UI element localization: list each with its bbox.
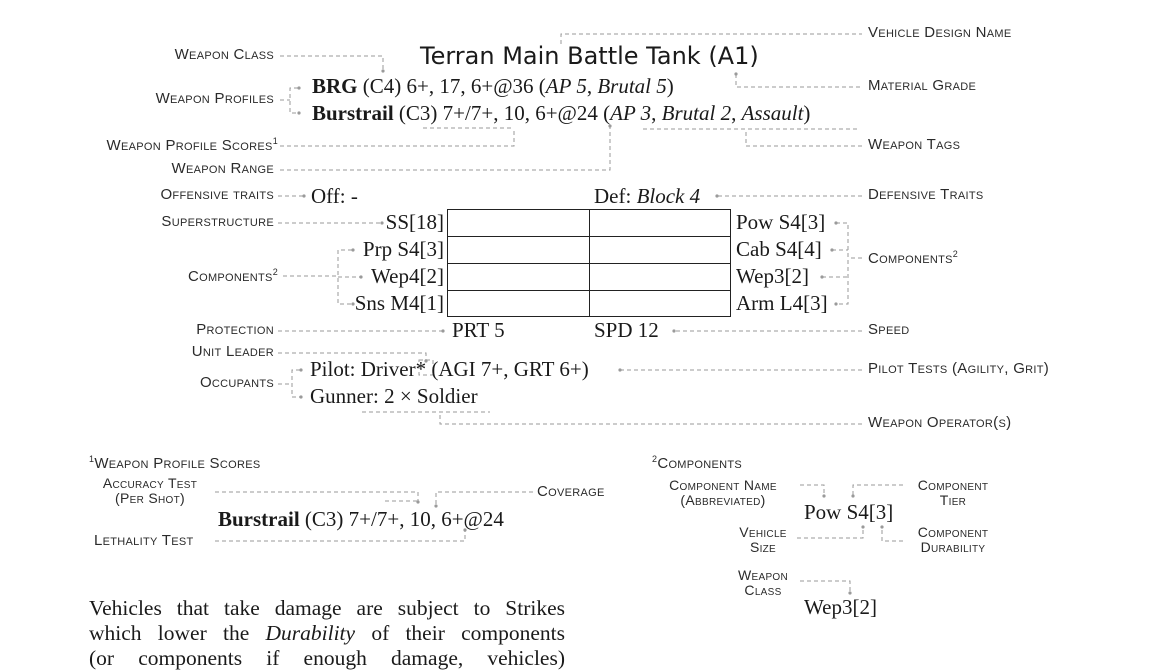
paren: ( — [538, 74, 546, 98]
weapon-name: Burstrail — [312, 101, 394, 125]
weapon-scores: 7+/7+, 10, 6+@24 — [442, 101, 598, 125]
label-line: Weapon — [737, 567, 789, 583]
label-weapon-range: Weapon Range — [171, 160, 274, 177]
pilot-role: Pilot: Driver — [310, 357, 416, 381]
weapon-name: BRG — [312, 74, 358, 98]
label-weapon-profile-scores — [107, 136, 278, 154]
footnote1-example — [218, 507, 504, 532]
emphasis: Durability — [265, 621, 356, 645]
weapon-profile-1 — [312, 74, 674, 99]
comma: , — [731, 101, 737, 125]
footnote1-heading — [89, 454, 260, 472]
label-line: Class — [744, 582, 782, 598]
label-line: Component — [917, 477, 989, 493]
speed-value: SPD 12 — [594, 318, 659, 342]
footnote-marker: 2 — [952, 249, 959, 259]
label-text: Components — [187, 268, 273, 285]
label-coverage: Coverage — [537, 483, 605, 500]
label-text: Weapon Profile Scores — [106, 137, 273, 154]
pilot-line — [310, 357, 589, 382]
label-weapon-class-fn — [727, 568, 799, 598]
label-lethality-test: Lethality Test — [94, 532, 194, 549]
label-material-grade: Material Grade — [868, 77, 977, 94]
label-component-durability — [903, 525, 1003, 555]
weapon-scores: 6+, 17, 6+@36 — [406, 74, 534, 98]
paragraph-line — [89, 621, 565, 646]
def-prefix: Def: — [594, 184, 632, 208]
comma: , — [586, 74, 593, 98]
label-offensive-traits: Offensive traits — [160, 186, 274, 203]
footnote-marker: 1 — [272, 136, 278, 146]
weapon-class: (C4) — [362, 74, 402, 98]
label-line: Vehicle — [739, 524, 787, 540]
footnote-marker: 1 — [89, 454, 95, 464]
gunner-count: 2 — [384, 384, 395, 408]
component-grid — [447, 209, 731, 317]
component-right: Pow S4[3] — [736, 210, 826, 234]
text-span: which lower the — [89, 621, 266, 645]
component-left: Prp S4[3] — [362, 237, 444, 261]
paren: ) — [803, 101, 811, 125]
weapon-profile-2 — [312, 101, 810, 126]
footnote2-heading — [652, 454, 742, 472]
label-defensive-traits: Defensive Traits — [868, 186, 984, 203]
paragraph-line: Vehicles that take damage are subject to Strikes — [89, 596, 565, 620]
superstructure-value: SS[18] — [385, 210, 444, 234]
comma: , — [651, 101, 657, 125]
pilot-tests: (AGI 7+, GRT 6+) — [431, 357, 589, 381]
label-line: Component Name — [669, 477, 777, 493]
label-superstructure: Superstructure — [161, 213, 274, 230]
component-right: Wep3[2] — [736, 264, 809, 288]
heading-text: Components — [657, 455, 743, 472]
label-weapon-class: Weapon Class — [174, 46, 274, 63]
footnote2-example: Pow S4[3] — [804, 500, 894, 524]
footnote-marker: 2 — [272, 267, 278, 277]
label-vehicle-design-name: Vehicle Design Name — [868, 24, 1012, 41]
weapon-tag: AP 3 — [610, 101, 652, 125]
paragraph-line: (or components if enough damage, vehicles) — [89, 646, 565, 670]
label-line: Component — [917, 524, 989, 540]
component-right: Cab S4[4] — [736, 237, 822, 261]
label-accuracy-test — [89, 476, 211, 506]
label-pilot-tests: Pilot Tests (Agility, Grit) — [868, 360, 1050, 377]
label-line: Tier — [939, 492, 967, 508]
text-span: of their components — [355, 621, 565, 645]
weapon-name: Burstrail — [218, 507, 300, 531]
offensive-traits-value: Off: - — [311, 184, 358, 208]
body-paragraph — [89, 596, 565, 671]
component-right: Arm L4[3] — [736, 291, 828, 315]
component-left: Sns M4[1] — [354, 291, 444, 315]
label-vehicle-size — [727, 525, 799, 555]
label-weapon-profiles: Weapon Profiles — [155, 90, 274, 107]
label-line: Durability — [920, 539, 986, 555]
label-components-left — [188, 267, 278, 285]
weapon-class: (C3) — [304, 507, 344, 531]
weapon-tag: Brutal 5 — [597, 74, 667, 98]
grid-divider — [448, 236, 730, 237]
defensive-traits-value — [594, 184, 700, 209]
weapon-class: (C3) — [398, 101, 438, 125]
footnote-marker: 2 — [652, 454, 658, 464]
protection-value: PRT 5 — [452, 318, 505, 342]
vehicle-title: Terran Main Battle Tank (A1) — [420, 42, 759, 70]
label-weapon-tags: Weapon Tags — [868, 136, 961, 153]
label-unit-leader: Unit Leader — [191, 343, 274, 360]
label-component-tier — [903, 478, 1003, 508]
label-speed: Speed — [868, 321, 910, 338]
label-line: (Abbreviated) — [680, 492, 766, 508]
label-components-right — [868, 249, 958, 267]
label-line: (Per Shot) — [115, 490, 185, 506]
gunner-type: × Soldier — [394, 384, 478, 408]
weapon-tag: Assault — [741, 101, 804, 125]
grid-divider — [448, 290, 730, 291]
gunner-line — [310, 384, 478, 409]
component-left: Wep4[2] — [371, 264, 444, 288]
weapon-tag: AP 5 — [545, 74, 587, 98]
gunner-role: Gunner: — [310, 384, 385, 408]
paren: ) — [666, 74, 674, 98]
paren: ( — [603, 101, 611, 125]
weapon-tag: Brutal 2 — [661, 101, 732, 125]
grid-divider — [448, 263, 730, 264]
label-line: Size — [749, 539, 777, 555]
unit-leader-marker: * — [415, 357, 427, 381]
label-line: Accuracy Test — [102, 475, 198, 491]
footnote2-example-2: Wep3[2] — [804, 595, 877, 619]
label-occupants: Occupants — [199, 374, 274, 391]
label-component-name — [650, 478, 796, 508]
label-weapon-operators: Weapon Operator(s) — [868, 414, 1012, 431]
def-value: Block 4 — [636, 184, 701, 208]
heading-text: Weapon Profile Scores — [94, 455, 261, 472]
label-protection: Protection — [196, 321, 274, 338]
label-text: Components — [868, 250, 953, 267]
weapon-scores: 7+/7+, 10, 6+@24 — [348, 507, 504, 531]
